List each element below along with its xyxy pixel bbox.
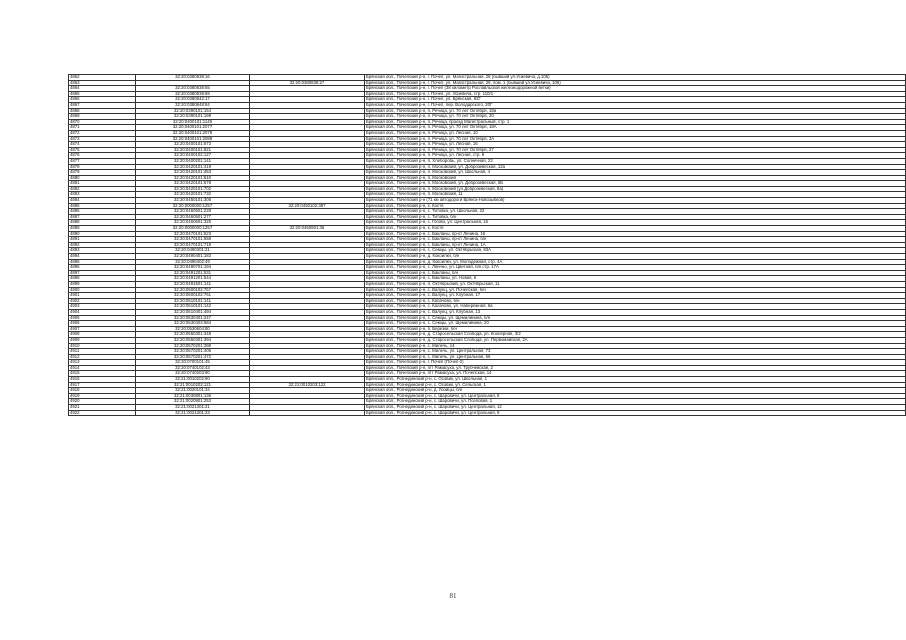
row-number-cell: 4894 xyxy=(69,254,136,260)
address-cell: Брянская обл., Почепский р-н, х. Костя xyxy=(365,226,906,232)
row-number-cell: 4884 xyxy=(69,198,136,204)
cadastral-number-cell: 32:21:0020901:253 xyxy=(136,399,250,405)
cadastral-number-cell: 32:20:0490402:49 xyxy=(136,259,250,265)
row-number-cell: 4879 xyxy=(69,170,136,176)
address-cell: Брянская обл., Почепский р-н, г. Почеп, пер. Володарского, 20Г xyxy=(365,102,906,108)
cadastral-number-cell: 32:20:0550301:348 xyxy=(136,332,250,338)
row-number-cell: 4890 xyxy=(69,231,136,237)
cadastral-number-cell: 32:20:0570201:472 xyxy=(136,354,250,360)
related-cadastral-number-cell: 32:20:0380838:27 xyxy=(250,80,365,86)
address-cell: Брянская обл., Почепский р-н, с. Валуец, ул. Почепская, б/н xyxy=(365,287,906,293)
cadastral-number-cell: 32:20:0400102:127 xyxy=(136,153,250,159)
address-cell: Брянская обл., Почепский р-н, с. Бакланы, пр-кт Ленина, 1А xyxy=(365,242,906,248)
address-cell: Брянская обл., Почепский р-н, д. Кокоилкн, б/н xyxy=(365,254,906,260)
row-number-cell: 4915 xyxy=(69,371,136,377)
address-cell: Брянская обл., Почепский р-н, п. Речица, ул. 70 лет Октября, 20 xyxy=(365,114,906,120)
address-cell: Брянская обл., Почепский р-н, с. Бакланы, пр-кт Ленина, 16 xyxy=(365,231,906,237)
row-number-cell: 4885 xyxy=(69,203,136,209)
cadastral-number-cell: 32:20:0420101:732 xyxy=(136,192,250,198)
address-cell: Брянская обл., Почепский р-н, д. Старосельская Слобода, ул. Кооперная, 3/2 xyxy=(365,332,906,338)
cadastral-number-cell: 32:20:0390101:198 xyxy=(136,114,250,120)
address-cell: Брянская обл., Почепский р-н, пгт Рамасуха, ул. Трубчевская, 2 xyxy=(365,365,906,371)
row-number-cell: 4911 xyxy=(69,349,136,355)
cadastral-number-cell: 32:21:0020101:34 xyxy=(136,388,250,394)
address-cell: Брянская обл., Почепский р-н, п. Речица, ул. 70 лет Октября, 27 xyxy=(365,147,906,153)
address-cell: Брянская обл., Почепский р-н, с. Семцы, ул. Октябрьская, 83А xyxy=(365,248,906,254)
row-number-cell: 4883 xyxy=(69,192,136,198)
cadastral-number-cell: 32:20:0470101:718 xyxy=(136,242,250,248)
related-cadastral-number-cell: 32:20:0450102:387 xyxy=(250,203,365,209)
address-cell: Брянская обл., Почепский р-н, г. Почеп, ул. Усиевича, стр. 110/1 xyxy=(365,91,906,97)
cadastral-number-cell: 32:20:0470101:523 xyxy=(136,231,250,237)
cadastral-number-cell: 32:20:0460501:228 xyxy=(136,209,250,215)
cadastral-number-cell: 32:20:0460601:325 xyxy=(136,220,250,226)
row-number-cell: 4903 xyxy=(69,304,136,310)
cadastral-table-body xyxy=(69,75,906,416)
cadastral-number-cell: 32:20:0491201:544 xyxy=(136,276,250,282)
cadastral-number-cell: 32:20:0740102:43 xyxy=(136,365,250,371)
row-number-cell: 4893 xyxy=(69,248,136,254)
address-cell: Брянская обл., Почепский р-н, с. Ляично, ул. Цветная, б/н стр. 17А xyxy=(365,265,906,271)
address-cell: Брянская обл., Почепский р-н, п. Речица, ул. Лесная, 10 xyxy=(365,130,906,136)
cadastral-number-cell: 32:20:0390101:154 xyxy=(136,108,250,114)
cadastral-number-cell: 32:20:0460501:277 xyxy=(136,214,250,220)
row-number-cell: 4910 xyxy=(69,343,136,349)
cadastral-number-cell: 32:20:0491501:141 xyxy=(136,281,250,287)
cadastral-number-cell: 32:20:0530604:80 xyxy=(136,326,250,332)
address-cell: Брянская обл., Почепский р-н, г. Почеп, ул. Магистральная, 28, пом. 1 (бывший ул.Усиевича, 106) xyxy=(365,80,906,86)
address-cell: Брянская обл., Почепский р-н, с. Валуец, ул. Клубная, 17 xyxy=(365,293,906,299)
address-cell: Брянская обл., Почепский р-н, с. Семцы, ул. Щемилинина, б/н xyxy=(365,315,906,321)
cadastral-number-cell: 32:20:0400101:2077 xyxy=(136,125,250,131)
address-cell: Брянская обл., Почепский р-н, п. Речица, ул. 70 лет Октября, 18А xyxy=(365,125,906,131)
cadastral-number-cell: 32:20:0490701:194 xyxy=(136,265,250,271)
page-number: 81 xyxy=(449,592,457,600)
address-cell: Брянская обл., Рогнединский р-н, с. Шаровичи, ул. Центральная, 8 xyxy=(365,393,906,399)
cadastral-number-cell: 32:20:0420101:678 xyxy=(136,181,250,187)
address-cell: Брянская обл., Почепский р-н, с. Милечь, ул. Центральная, 56 xyxy=(365,354,906,360)
address-cell: Брянская обл., Почепский р-н (71 км автодороги Брянск-Новозыбков) xyxy=(365,198,906,204)
address-cell: Брянская обл., Почепский р-н, г. Почеп (Почеп-2) xyxy=(365,360,906,366)
row-number-cell: 4871 xyxy=(69,125,136,131)
address-cell: Брянская обл., Почепский р-н, с. Калачово, б/н xyxy=(365,298,906,304)
address-cell: Брянская обл., Почепский р-н, г. Почеп, ул. Магистральная, 28 (бывший ул.Усиевича, д.106) xyxy=(365,75,906,81)
row-number-cell: 4920 xyxy=(69,399,136,405)
row-number-cell: 4886 xyxy=(69,209,136,215)
address-cell: Брянская обл., Почепский р-н, с. Калачово, ул. Набережная, 6а xyxy=(365,304,906,310)
row-number-cell: 4881 xyxy=(69,181,136,187)
address-cell: Брянская обл., Почепский р-н, п. Речица, проезд Магистральный, стр. 1 xyxy=(365,119,906,125)
address-cell: Брянская обл., Почепский р-н, п. Речица, ул. Лесная, 16 xyxy=(365,142,906,148)
address-cell: Брянская обл., Почепский р-н, с. Семцы, ул. Щемилинина, 20 xyxy=(365,321,906,327)
address-cell: Брянская обл., Почепский р-н, п. Московский, ул. Доброзевеская, 12а xyxy=(365,164,906,170)
row-number-cell: 4862 xyxy=(69,75,136,81)
related-cadastral-number-cell: 32:21:0010203:122 xyxy=(250,382,365,388)
address-cell: Брянская обл., Почепский р-н, п. Речица, ул. Лесная, стр. 8 xyxy=(365,153,906,159)
row-number-cell: 4906 xyxy=(69,321,136,327)
address-cell: Брянская обл., Почепский р-н, г. Почеп, ул. Брянская, 92Г xyxy=(365,97,906,103)
row-number-cell: 4889 xyxy=(69,226,136,232)
row-number-cell: 4914 xyxy=(69,365,136,371)
address-cell: Брянская обл., Почепский р-н, п. Московский (ул.Доброзевеская, 8а) xyxy=(365,186,906,192)
cadastral-number-cell: 32:21:0010203:121 xyxy=(136,382,250,388)
row-number-cell: 4880 xyxy=(69,175,136,181)
row-number-cell: 4873 xyxy=(69,136,136,142)
row-number-cell: 4917 xyxy=(69,382,136,388)
row-number-cell: 4902 xyxy=(69,298,136,304)
address-cell: Брянская обл., Почепский р-н, п. Хлеборобь, ул. Солнечная, 23 xyxy=(365,158,906,164)
related-cadastral-number-cell xyxy=(250,410,365,416)
address-cell: Брянская обл., Почепский р-н, п. Речица, ул. 70 лет Октября, 18а xyxy=(365,108,906,114)
address-cell: Брянская обл., Почепский р-н, с. Валуец, ул. Клубная, 13 xyxy=(365,309,906,315)
cadastral-table xyxy=(68,74,906,416)
address-cell: Брянская обл., Рогнединский р-н, с. Шаровичи, ул. Центральная, 12 xyxy=(365,405,906,411)
address-cell: Брянская обл., Почепский р-н, г. Почеп (38 километр Рославльской железнодорожной ветки) xyxy=(365,86,906,92)
cadastral-number-cell: 32:21:0030801:136 xyxy=(136,393,250,399)
cadastral-number-cell: 32:20:0500102:761 xyxy=(136,293,250,299)
cadastral-number-cell: 32:20:0420101:453 xyxy=(136,170,250,176)
cadastral-number-cell: 32:20:0000000:1257 xyxy=(136,203,250,209)
row-number-cell: 4904 xyxy=(69,309,136,315)
cadastral-number-cell: 32:20:0530403:584 xyxy=(136,321,250,327)
row-number-cell: 4913 xyxy=(69,360,136,366)
cadastral-number-cell: 32:20:0400201:141 xyxy=(136,158,250,164)
cadastral-number-cell: 32:20:0470101:658 xyxy=(136,237,250,243)
row-number-cell: 4907 xyxy=(69,326,136,332)
cadastral-number-cell: 32:20:0510401:494 xyxy=(136,309,250,315)
cadastral-number-cell: 32:21:0010202:90 xyxy=(136,377,250,383)
row-number-cell: 4892 xyxy=(69,242,136,248)
cadastral-number-cell: 32:20:0740203:90 xyxy=(136,371,250,377)
row-number-cell: 4922 xyxy=(69,410,136,416)
address-cell: Брянская обл., Почепский р-н, д. Старосельская Слобода, ул. Первомайская, 2А xyxy=(365,337,906,343)
row-number-cell: 4868 xyxy=(69,108,136,114)
row-number-cell: 4908 xyxy=(69,332,136,338)
row-number-cell: 4865 xyxy=(69,91,136,97)
row-number-cell: 4900 xyxy=(69,287,136,293)
row-number-cell: 4921 xyxy=(69,405,136,411)
cadastral-number-cell: 32:20:0400101:1149 xyxy=(136,119,250,125)
row-number-cell: 4918 xyxy=(69,388,136,394)
address-cell: Брянская обл., Почепский р-н, с. Бакланы, пр-кт Ленина, б/н xyxy=(365,237,906,243)
row-number-cell: 4864 xyxy=(69,86,136,92)
row-number-cell: 4916 xyxy=(69,377,136,383)
related-cadastral-number-cell: 32:20:0460901:36 xyxy=(250,226,365,232)
cadastral-number-cell: 32:20:0420101:510 xyxy=(136,175,250,181)
address-cell: Брянская обл., Почепский р-н, с. Милечь, ул. Центральная, 73 xyxy=(365,349,906,355)
cadastral-number-cell: 32:20:0510101:141 xyxy=(136,298,250,304)
cadastral-number-cell: 32:20:0380838:65 xyxy=(136,86,250,92)
cadastral-number-cell: 32:20:0400101:673 xyxy=(136,142,250,148)
cadastral-number-cell: 32:20:0491201:531 xyxy=(136,270,250,276)
row-number-cell: 4863 xyxy=(69,80,136,86)
address-cell: Брянская обл., Почепский р-н, п. Московский, 11 xyxy=(365,192,906,198)
address-cell: Брянская обл., Почепский р-н, с. Гогово, ул. Центральная, 16 xyxy=(365,220,906,226)
cadastral-number-cell: 32:20:0380839:69 xyxy=(136,91,250,97)
row-number-cell: 4912 xyxy=(69,354,136,360)
cadastral-number-cell: 32:20:0000000:1257 xyxy=(136,226,250,232)
address-cell: Брянская обл., Рогнединский р-н, с. Осовик, ул. Школьная, 1 xyxy=(365,377,906,383)
row-number-cell: 4874 xyxy=(69,142,136,148)
row-number-cell: 4896 xyxy=(69,265,136,271)
row-number-cell: 4869 xyxy=(69,114,136,120)
cadastral-number-cell: 32:20:0400101:821 xyxy=(136,147,250,153)
row-number-cell: 4888 xyxy=(69,220,136,226)
cadastral-number-cell: 32:20:0490401:183 xyxy=(136,254,250,260)
row-number-cell: 4919 xyxy=(69,393,136,399)
row-number-cell: 4867 xyxy=(69,102,136,108)
address-cell: Брянская обл., Почепский р-н, с. Титовка, б/н xyxy=(365,214,906,220)
row-number-cell: 4897 xyxy=(69,270,136,276)
row-number-cell: 4870 xyxy=(69,119,136,125)
cadastral-number-cell: 32:20:0570201:398 xyxy=(136,343,250,349)
row-number-cell: 4905 xyxy=(69,315,136,321)
row-number-cell: 4875 xyxy=(69,147,136,153)
cadastral-number-cell: 32:20:0570201:405 xyxy=(136,349,250,355)
row-number-cell: 4901 xyxy=(69,293,136,299)
address-cell: Брянская обл., Почепский р-н, п. Московский xyxy=(365,175,906,181)
cadastral-number-cell: 32:20:0490301:21 xyxy=(136,248,250,254)
cadastral-number-cell: 32:20:0380848:84 xyxy=(136,102,250,108)
row-number-cell: 4877 xyxy=(69,158,136,164)
address-cell: Брянская обл., Рогнединский р-н, д. Лозицы, б/н xyxy=(365,388,906,394)
address-cell: Брянская обл., Рогнединский р-н, с. Шаровичи, ул. Центральная, 9 xyxy=(365,410,906,416)
cadastral-number-cell: 32:20:0550301:394 xyxy=(136,337,250,343)
row-number-cell: 4895 xyxy=(69,259,136,265)
address-cell: Брянская обл., Почепский р-н, х. Костя xyxy=(365,203,906,209)
address-cell: Брянская обл., Почепский р-н, с. Милечь, 14 xyxy=(365,343,906,349)
cadastral-number-cell: 32:20:0700101:45 xyxy=(136,360,250,366)
cadastral-number-cell: 32:20:0400101:2088 xyxy=(136,136,250,142)
row-number-cell: 4866 xyxy=(69,97,136,103)
address-cell: Брянская обл., Почепский р-н, п. Речица, ул. 70 лет Октября, 3А xyxy=(365,136,906,142)
row-number-cell: 4872 xyxy=(69,130,136,136)
address-cell: Брянская обл., Почепский р-н, п. Октябрьский, ул. Октябрьская, 11 xyxy=(365,281,906,287)
row-number-cell: 4878 xyxy=(69,164,136,170)
row-number-cell: 4882 xyxy=(69,186,136,192)
address-cell: Брянская обл., Рогнединский р-н, с. Осовик, ул. Сельская, 1 xyxy=(365,382,906,388)
cadastral-number-cell: 32:21:0021301:21 xyxy=(136,405,250,411)
row-number-cell: 4899 xyxy=(69,281,136,287)
cadastral-number-cell: 32:20:0450101:308 xyxy=(136,198,250,204)
cadastral-number-cell: 32:20:0380842:17 xyxy=(136,97,250,103)
row-number-cell: 4887 xyxy=(69,214,136,220)
address-cell: Брянская обл., Почепский р-н, пгт Рамасуха, ул. Почепская, 14 xyxy=(365,371,906,377)
row-number-cell: 4876 xyxy=(69,153,136,159)
address-cell: Брянская обл., Почепский р-н, п. Московский, ул. Доброзевеская, 5Б xyxy=(365,181,906,187)
cadastral-number-cell: 32:20:0420101:702 xyxy=(136,186,250,192)
address-cell: Брянская обл., Рогнединский р-н, с. Шаровичи, ул. Псеповая, 1 xyxy=(365,399,906,405)
cadastral-number-cell: 32:20:0500102:757 xyxy=(136,287,250,293)
cadastral-number-cell: 32:20:0400101:2078 xyxy=(136,130,250,136)
cadastral-number-cell: 32:20:0510101:142 xyxy=(136,304,250,310)
cadastral-number-cell: 32:20:0380838:16 xyxy=(136,75,250,81)
address-cell: Брянская обл., Почепский р-н, с. Титовка, ул. Школьная, 22 xyxy=(365,209,906,215)
address-cell: Брянская обл., Почепский р-н, с. Бакланы, б/н xyxy=(365,270,906,276)
row-number-cell: 4898 xyxy=(69,276,136,282)
address-cell: Брянская обл., Почепский р-н, д. Кокоилкн, ул. Молодежная, стр. 4А xyxy=(365,259,906,265)
cadastral-number-cell: 32:21:0021301:23 xyxy=(136,410,250,416)
cadastral-number-cell: 32:20:0530401:247 xyxy=(136,315,250,321)
address-cell: Брянская обл., Почепский р-н, п. Московский, ул. Школьная, 4 xyxy=(365,170,906,176)
cadastral-number-cell: 32:20:0420101:419 xyxy=(136,164,250,170)
address-cell: Брянская обл., Почепский р-н, п. Березки, б/н xyxy=(365,326,906,332)
address-cell: Брянская обл., Почепский р-н, с. Бакланы, ул. Новая, 6 xyxy=(365,276,906,282)
row-number-cell: 4891 xyxy=(69,237,136,243)
table-row xyxy=(69,410,906,416)
row-number-cell: 4909 xyxy=(69,337,136,343)
